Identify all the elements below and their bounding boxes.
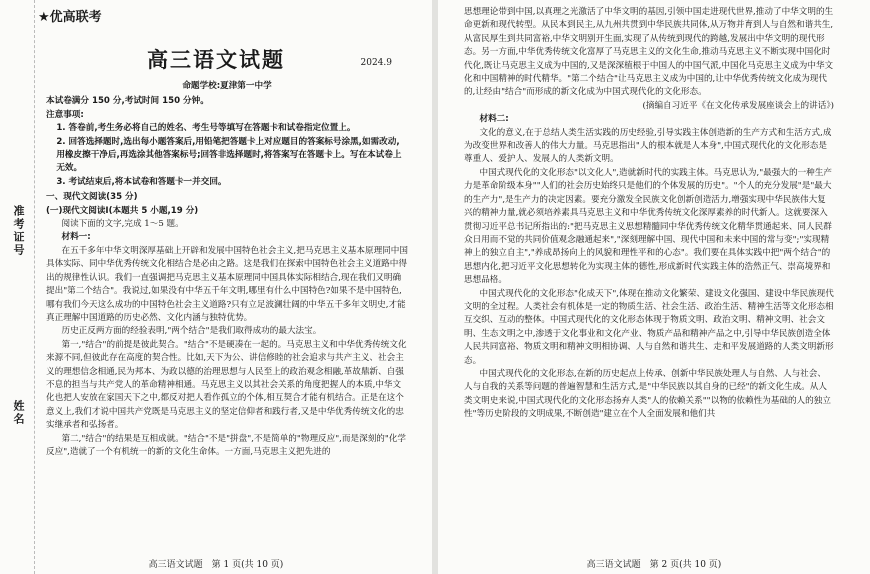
instruction: 阅读下面的文字,完成 1～5 题。 [61,219,184,230]
section-heading: 一、现代文阅读(35 分) [46,192,138,203]
paragraph: 中国式现代化的文化形态,在新的历史起点上传承、创新中华民族处理人与自然、人与社会、人与自我的关系等问题的普遍智慧和生活方式,是"中华民族以其自身的已经"的新文化生成。从人类文明史来说,中国式现代化的文化形态扬弃人类"人的依赖关系""以物的依赖性为基础的人的独立性"等历史阶段的文明成果,不断创造"建立在个人全面发展和他们共 [464,368,831,420]
material-heading: 材料二: [479,114,509,125]
page-footer: 高三语文试题 第 1 页(共 10 页) [148,560,284,570]
paragraph: 历史正反两方面的经验表明,"两个结合"是我们取得成功的最大法宝。 [61,326,322,337]
paragraph: 文化的意义,在于总结人类生活实践的历史经验,引导实践主体创造新的生产方式和生活方式,成为改变世界和改善人的伟大力量。马克思指出"人的根本就是人本身",中国式现代化的文化形态是尊重人、爱护人、发展人的人类新文明。 [464,127,832,165]
note-item: 2. 回答选择题时,选出每小题答案后,用铅笔把答题卡上对应题目的答案标号涂黑,如需改动,用橡皮擦干净后,再选涂其他答案标号;回答非选择题时,将答案写在答题卡上。写在本试卷上无效。 [56,136,402,174]
notes-heading: 注意事项: [46,109,84,120]
page-footer: 高三语文试题 第 2 页(共 10 页) [586,560,722,570]
note-item: 1. 答卷前,考生务必将自己的姓名、考生号等填写在答题卡和试卷指定位置上。 [56,123,356,134]
page-2 [438,0,870,574]
page-1-content [46,80,408,459]
exam-number-label: 准考证号 [12,205,25,257]
paragraph: 中国式现代化的文化形态"化成天下",体现在推动文化繁荣、建设文化强国、建设中华民族现代文明的全过程。人类社会有机体是一定的物质生活、社会生活、政治生活、精神生活等文化形态相互交织、互动的整体。中国式现代化的文化形态体现于物质文明、政治文明、精神文明、社会文明、生态文明之中,渗透于文化事业和文化产业、物质产品和精神产品之中,引导中华民族创造全体人民共同富裕、物质文明和精神文明相协调、人与自然和谐共生、走和平发展道路的人类文明新形态。 [464,288,834,366]
exam-date: 2024.9 [360,58,392,68]
material-heading: 材料一: [61,232,91,243]
paragraph: 第二,"结合"的结果是互相成就。"结合"不是"拼盘",不是简单的"物理反应",而是深刻的"化学反应",造就了一个有机统一的新的文化生命体。一方面,马克思主义把先进的 [46,433,407,457]
subsection-heading: (一)现代文阅读Ⅰ(本题共 5 小题,19 分) [46,205,199,216]
binding-margin [0,0,35,574]
page-1 [0,0,432,574]
source-citation: (摘编自习近平《在文化传承发展座谈会上的讲话》) [642,100,834,111]
paragraph: 中国式现代化的文化形态"以文化人",造就新时代的实践主体。马克思认为,"最强大的一种生产力是革命阶级本身""人们的社会历史始终只是他们的个体发展的历史"。"个人的充分发展"是"最大的生产力",是生产力的决定因素。要充分激发全民族文化创新创造活力,增强实现中华民族伟大复兴的精神力量,就必须培养素具马克思主义和中华优秀传统文化深厚素养的时代新人。这就要深入贯彻习近平总书记所指出的:"把马克思主义思想精髓同中华优秀传统文化精华贯通起来、同人民群众日用而不觉的共同价值观念融通起来","深刻理解中国、现代中国和未来中国的常与变";"实现精神上的独立自主","养成昂扬向上的风貌和理性平和的心态"。我们要在具体实践中把"两个结合"的思想内化,把习近平文化思想转化为实现主体的德性,形成新时代实践主体的浩然正气、崇高境界和思想品格。 [464,167,832,286]
name-label: 姓名 [12,400,25,426]
exam-info: 本试卷满分 150 分,考试时间 150 分钟。 [46,96,209,107]
brand-label: ★优高联考 [38,10,102,25]
paragraph: 在五千多年中华文明深厚基础上开辟和发展中国特色社会主义,把马克思主义基本原理同中国具体实际、同中华优秀传统文化相结合是必由之路。这是我们在探索中国特色社会主义道路中得出的规律性认识。我们一直强调把马克思主义基本原理同中国具体实际相结合,现在我们又明确提出"第二个结合"。我说过,如果没有中华五千年文明,哪里有什么中国特色?如果不是中国特色,哪有我们今天这么成功的中国特色社会主义道路?只有立足波澜壮阔的中华五千多年文明史,才能真正理解中国道路的历史必然、文化内涵与独特优势。 [46,245,408,323]
notes-list [46,122,408,189]
paragraph: 思想理论带到中国,以真理之光激活了中华文明的基因,引领中国走进现代世界,推动了中华文明的生命更新和现代转型。从民本到民主,从九州共贯到中华民族共同体,从万物并育到人与自然和谐共生,从富民厚生到共同富裕,中华文明别开生面,实现了从传统到现代的跨越,发展出中华文明的现代形态。另一方面,中华优秀传统文化富厚了马克思主义的文化生命,推动马克思主义不断实现中国化时代化,既让马克思主义成为中国的,又是深深植根于中国人的中国气派,中国化马克思主义成为中华文化和中国精神的时代精华。"第二个结合"让马克思主义成为中国的,让中华优秀传统文化成为现代的,让经由"结合"而形成的新文化成为中国式现代化的文化形态。 [464,7,834,98]
school-line: 命题学校:夏津第一中学 [182,81,272,91]
note-item: 3. 考试结束后,将本试卷和答题卡一并交回。 [56,176,227,187]
exam-title: 高三语文试题 [147,47,285,72]
page-2-content [464,6,834,422]
paragraph: 第一,"结合"的前提是彼此契合。"结合"不是硬凑在一起的。马克思主义和中华优秀传统文化来源不同,但彼此存在高度的契合性。比如,天下为公、讲信修睦的社会追求与共产主义、社会主义的理想信念相通,民为邦本、为政以德的治理思想与人民至上的政治观念相融,革故鼎新、自强不息的担当与共产党人的革命精神相通。马克思主义以其社会关系的角度把握人的本质,中华文化也把人安放在家国天下之中,都反对把人看作孤立的个体,相互契合才能有机结合。正是在这个意义上,我们才说中国共产党既是马克思主义的坚定信仰者和践行者,又是中华优秀传统文化的忠实继承者和弘扬者。 [46,339,407,431]
